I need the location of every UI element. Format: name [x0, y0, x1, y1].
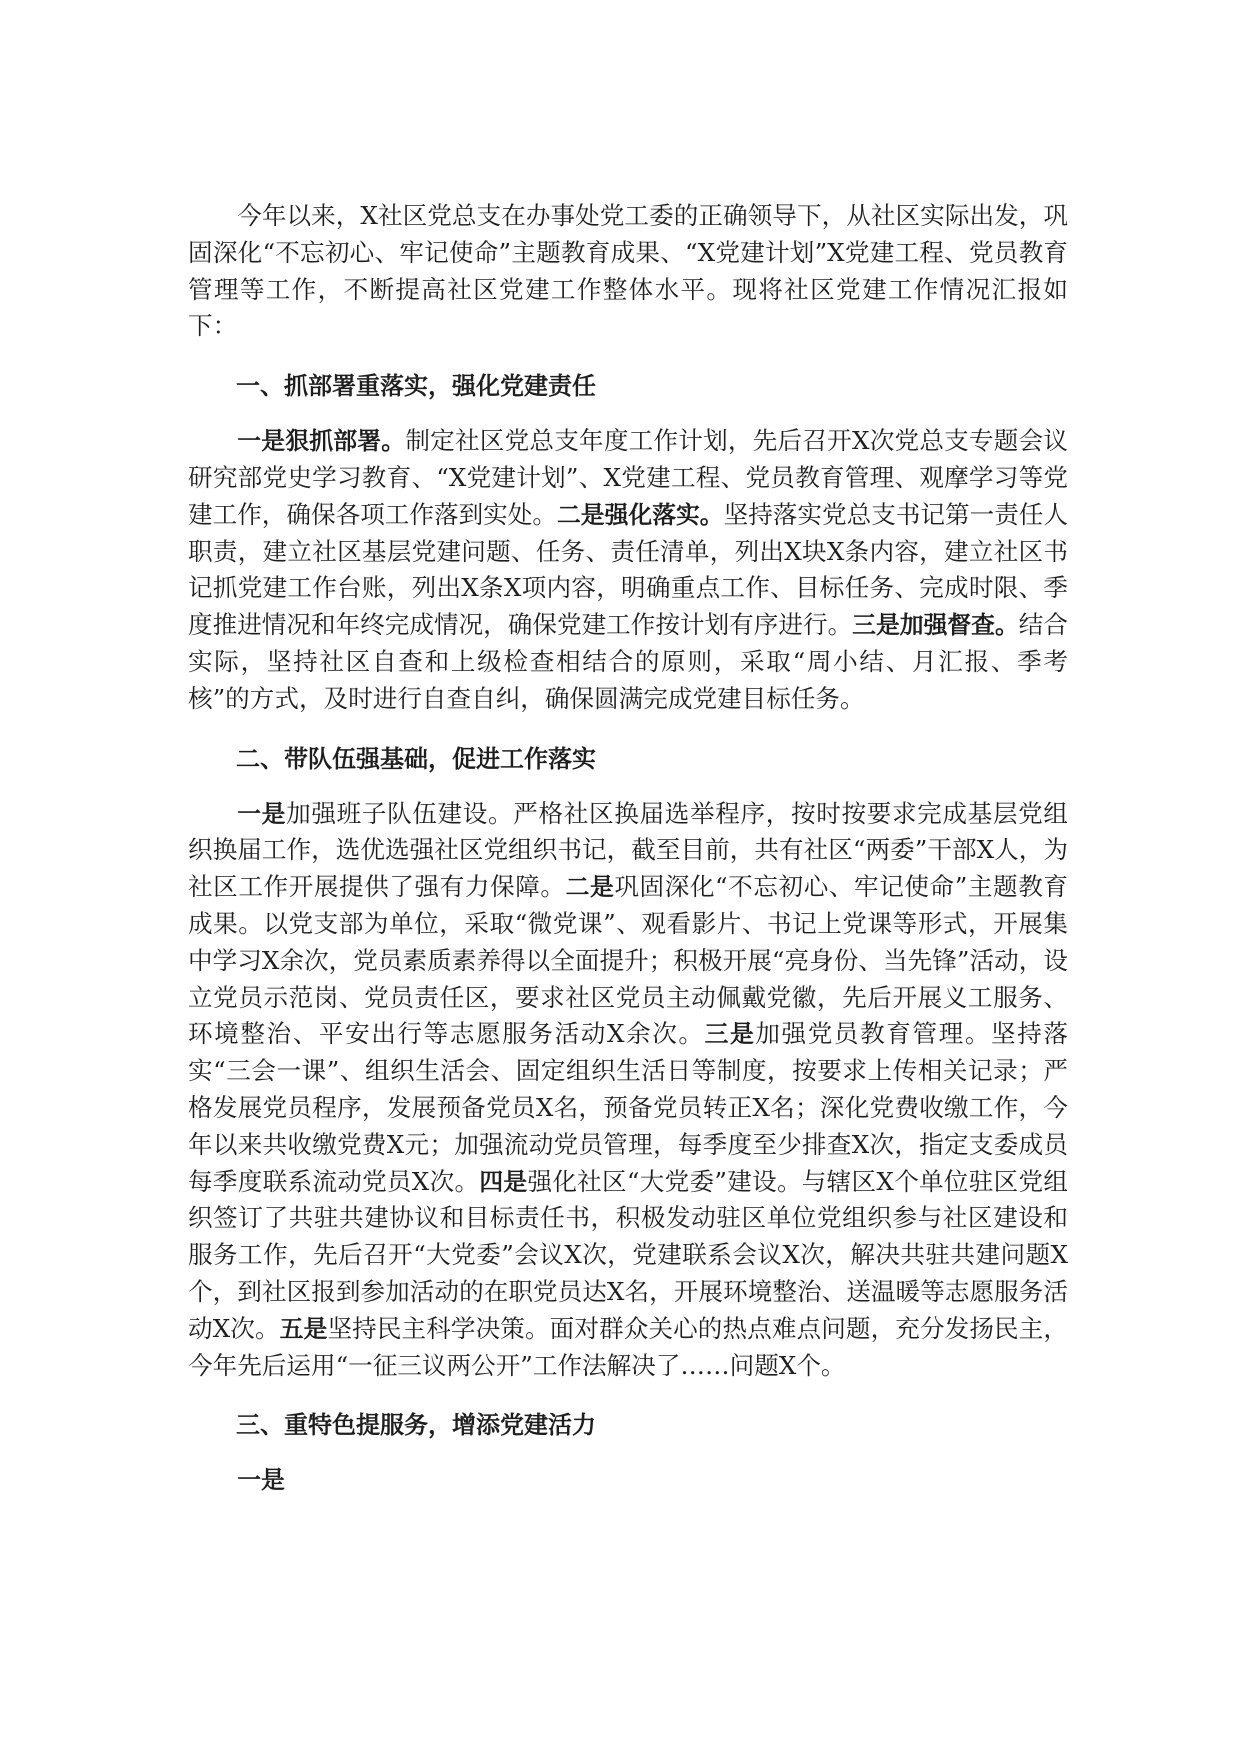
- section-1-lead-3: 三是加强督查。: [852, 611, 1019, 640]
- section-2-heading: 二、带队伍强基础，促进工作落实: [236, 744, 596, 773]
- section-2-lead-4: 四是: [479, 1167, 528, 1196]
- section-2-text-1: 加强班子队伍建设。严格社区换届选举程序，按时按要求完成基层党组织换届工作，选优选强社区党组织书记，截至目前，共有社区“两委”干部X人，为社区工作开展提供了强有力保障。: [188, 798, 1068, 902]
- section-1-heading: 一、抓部署重落实，强化党建责任: [236, 372, 596, 401]
- section-1-lead-2: 二是强化落实。: [556, 500, 724, 529]
- section-1-paragraph: [188, 423, 1068, 717]
- section-3-lead-1: 一是: [237, 1466, 285, 1495]
- section-1-text-3: 结合实际，坚持社区自查和上级检查相结合的原则，采取“周小结、月汇报、季考核”的方式，及时进行自查自纠，确保圆满完成党建目标任务。: [188, 610, 1068, 713]
- section-3-paragraph: [188, 1462, 1068, 1499]
- section-1-lead-1: 一是狠抓部署。: [237, 427, 406, 456]
- section-2-text-2: 巩固深化“不忘初心、牢记使命”主题教育成果。以党支部为单位，采取“微党课”、观看影片、书记上党课等形式，开展集中学习X余次，党员素质素养得以全面提升；积极开展“亮身份、当先锋”活动，设立党员示范岗、党员责任区，要求社区党员主动佩戴党徽，先后开展义工服务、环境整治、平安出行等志愿服务活动X余次。: [188, 872, 1068, 1049]
- document-body: [188, 198, 1068, 1499]
- section-1-text-2: 坚持落实党总支书记第一责任人职责，建立社区基层党建问题、任务、责任清单，列出X块X条内容，建立社区书记抓党建工作台账，列出X条X项内容，明确重点工作、目标任务、完成时限、季度推进情况和年终完成情况，确保党建工作按计划有序进行。: [188, 499, 1068, 640]
- section-2-paragraph: [188, 796, 1068, 1385]
- section-2-lead-1: 一是: [237, 799, 287, 828]
- intro-paragraph: 今年以来，X社区党总支在办事处党工委的正确领导下，从社区实际出发，巩固深化“不忘初心、牢记使命”主题教育成果、“X党建计划”X党建工程、党员教育管理等工作，不断提高社区党建工作整体水平。现将社区党建工作情况汇报如下：: [188, 201, 1068, 341]
- section-3-heading: 三、重特色提服务，增添党建活力: [236, 1411, 596, 1440]
- section-2-text-3: 加强党员教育管理。坚持落实“三会一课”、组织生活会、固定组织生活日等制度，按要求上传相关记录；严格发展党员程序，发展预备党员X名，预备党员转正X名；深化党费收缴工作，今年以来共收缴党费X元；加强流动党员管理，每季度至少排查X次，指定支委成员每季度联系流动党员X次。: [188, 1019, 1068, 1196]
- section-2-lead-5: 五是: [279, 1314, 328, 1343]
- section-2-lead-3: 三是: [704, 1020, 756, 1049]
- section-2-lead-2: 二是: [565, 873, 615, 902]
- section-1-text-1: 制定社区党总支年度工作计划，先后召开X次党总支专题会议研究部党史学习教育、“X党建计划”、X党建工程、党员教育管理、观摩学习等党建工作，确保各项工作落到实处。: [188, 426, 1068, 529]
- section-2-text-4: 强化社区“大党委”建设。与辖区X个单位驻区党组织签订了共驻共建协议和目标责任书，积极发动驻区单位党组织参与社区建设和服务工作，先后召开“大党委”会议X次，党建联系会议X次，解决共驻共建问题X个，到社区报到参加活动的在职党员达X名，开展环境整治、送温暖等志愿服务活动X次。: [188, 1166, 1068, 1343]
- section-2-text-5: 坚持民主科学决策。面对群众关心的热点难点问题，充分发扬民主，今年先后运用“一征三议两公开”工作法解决了……问题X个。: [188, 1313, 1068, 1380]
